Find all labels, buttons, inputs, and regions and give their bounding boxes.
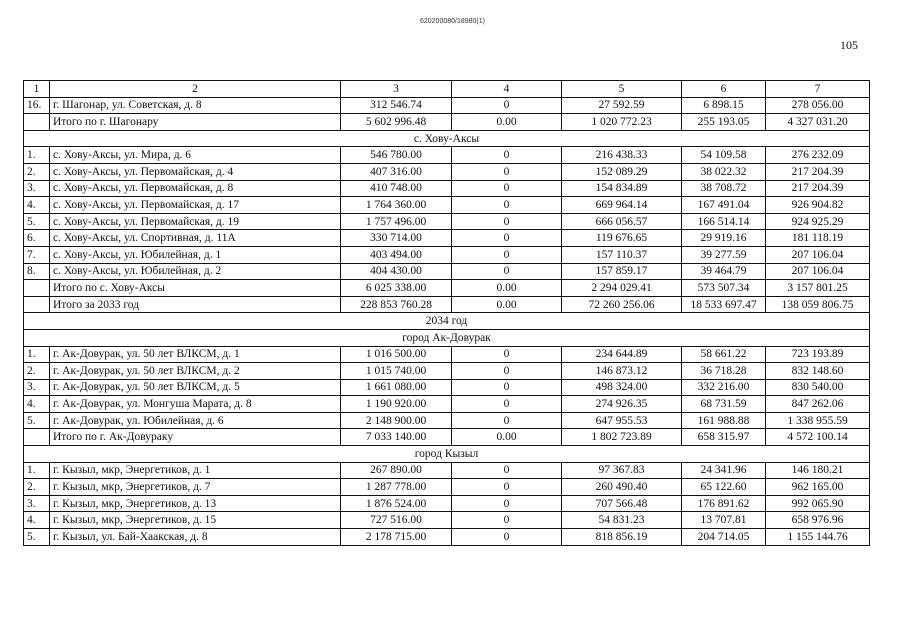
col5-cell: 152 089.29 xyxy=(562,163,682,180)
table-row xyxy=(24,479,870,496)
col5-cell: 157 859.17 xyxy=(562,263,682,280)
column-header: 1 xyxy=(24,81,50,98)
col3-cell: 1 287 778.00 xyxy=(341,479,452,496)
col6-cell: 36 718.28 xyxy=(682,363,766,380)
address-cell: г. Шагонар, ул. Советская, д. 8 xyxy=(50,97,341,114)
table-header-row xyxy=(24,81,870,98)
col4-cell: 0 xyxy=(452,379,562,396)
table-row xyxy=(24,346,870,363)
col5-cell: 97 367.83 xyxy=(562,462,682,479)
row-number-cell: 2. xyxy=(24,363,50,380)
col6-cell: 39 464.79 xyxy=(682,263,766,280)
address-cell: г. Кызыл, мкр, Энергетиков, д. 13 xyxy=(50,495,341,512)
table-row xyxy=(24,213,870,230)
col6-cell: 332 216.00 xyxy=(682,379,766,396)
col6-cell: 38 708.72 xyxy=(682,180,766,197)
address-cell: с. Хову-Аксы, ул. Первомайская, д. 19 xyxy=(50,213,341,230)
column-header: 6 xyxy=(682,81,766,98)
col4-cell: 0.00 xyxy=(452,114,562,131)
col5-cell: 666 056.57 xyxy=(562,213,682,230)
col5-cell: 647 955.53 xyxy=(562,412,682,429)
page-number: 105 xyxy=(840,38,858,52)
col5-cell: 27 592.59 xyxy=(562,97,682,114)
address-cell: с. Хову-Аксы, ул. Первомайская, д. 17 xyxy=(50,197,341,214)
table-row xyxy=(24,263,870,280)
row-number-cell: 3. xyxy=(24,379,50,396)
row-number-cell: 5. xyxy=(24,213,50,230)
col4-cell: 0 xyxy=(452,346,562,363)
table-row xyxy=(24,97,870,114)
address-cell: с. Хову-Аксы, ул. Первомайская, д. 8 xyxy=(50,180,341,197)
row-number-cell: 1. xyxy=(24,147,50,164)
col4-cell: 0 xyxy=(452,495,562,512)
address-cell: г. Ак-Довурак, ул. 50 лет ВЛКСМ, д. 2 xyxy=(50,363,341,380)
table-row xyxy=(24,180,870,197)
row-number-cell: 4. xyxy=(24,512,50,529)
row-number-cell: 5. xyxy=(24,412,50,429)
col6-cell: 6 898.15 xyxy=(682,97,766,114)
table-row xyxy=(24,412,870,429)
table-row xyxy=(24,246,870,263)
col3-cell: 5 602 996.48 xyxy=(341,114,452,131)
col3-cell: 267 890.00 xyxy=(341,462,452,479)
document-id: 620200080/18980(1) xyxy=(419,18,485,25)
address-cell: Итого по с. Хову-Аксы xyxy=(50,280,341,297)
col3-cell: 1 757 496.00 xyxy=(341,213,452,230)
row-number-cell: 3. xyxy=(24,180,50,197)
col3-cell: 1 764 360.00 xyxy=(341,197,452,214)
row-number-cell: 3. xyxy=(24,495,50,512)
col4-cell: 0 xyxy=(452,163,562,180)
col3-cell: 330 714.00 xyxy=(341,230,452,247)
col4-cell: 0 xyxy=(452,529,562,546)
address-cell: Итого по г. Шагонару xyxy=(50,114,341,131)
col3-cell: 404 430.00 xyxy=(341,263,452,280)
col5-cell: 54 831.23 xyxy=(562,512,682,529)
table-row xyxy=(24,197,870,214)
col6-cell: 166 514.14 xyxy=(682,213,766,230)
table-row xyxy=(24,512,870,529)
column-header: 7 xyxy=(766,81,870,98)
row-number-cell xyxy=(24,114,50,131)
address-cell: Итого по г. Ак-Довураку xyxy=(50,429,341,446)
table-row xyxy=(24,529,870,546)
column-header: 4 xyxy=(452,81,562,98)
col5-cell: 157 110.37 xyxy=(562,246,682,263)
col3-cell: 2 148 900.00 xyxy=(341,412,452,429)
total-row xyxy=(24,114,870,131)
col4-cell: 0 xyxy=(452,213,562,230)
address-cell: г. Ак-Довурак, ул. 50 лет ВЛКСМ, д. 1 xyxy=(50,346,341,363)
col3-cell: 403 494.00 xyxy=(341,246,452,263)
address-cell: с. Хову-Аксы, ул. Юбилейная, д. 1 xyxy=(50,246,341,263)
col5-cell: 669 964.14 xyxy=(562,197,682,214)
col6-cell: 658 315.97 xyxy=(682,429,766,446)
col7-cell: 926 904.82 xyxy=(766,197,870,214)
col5-cell: 72 260 256.06 xyxy=(562,296,682,313)
table-row xyxy=(24,147,870,164)
col7-cell: 924 925.29 xyxy=(766,213,870,230)
col3-cell: 6 025 338.00 xyxy=(341,280,452,297)
col5-cell: 818 856.19 xyxy=(562,529,682,546)
row-number-cell xyxy=(24,429,50,446)
col6-cell: 176 891.62 xyxy=(682,495,766,512)
col4-cell: 0 xyxy=(452,230,562,247)
col5-cell: 1 020 772.23 xyxy=(562,114,682,131)
row-number-cell: 1. xyxy=(24,346,50,363)
col6-cell: 54 109.58 xyxy=(682,147,766,164)
col6-cell: 38 022.32 xyxy=(682,163,766,180)
col4-cell: 0 xyxy=(452,512,562,529)
row-number-cell: 16. xyxy=(24,97,50,114)
col5-cell: 498 324.00 xyxy=(562,379,682,396)
col7-cell: 276 232.09 xyxy=(766,147,870,164)
table-row xyxy=(24,379,870,396)
row-number-cell: 6. xyxy=(24,230,50,247)
col4-cell: 0 xyxy=(452,462,562,479)
section-header-row xyxy=(24,329,870,346)
col7-cell: 4 327 031.20 xyxy=(766,114,870,131)
col3-cell: 1 015 740.00 xyxy=(341,363,452,380)
col4-cell: 0 xyxy=(452,412,562,429)
col7-cell: 181 118.19 xyxy=(766,230,870,247)
table-row xyxy=(24,462,870,479)
col7-cell: 217 204.39 xyxy=(766,180,870,197)
col3-cell: 228 853 760.28 xyxy=(341,296,452,313)
col3-cell: 1 016 500.00 xyxy=(341,346,452,363)
row-number-cell: 4. xyxy=(24,396,50,413)
col5-cell: 234 644.89 xyxy=(562,346,682,363)
row-number-cell xyxy=(24,296,50,313)
address-cell: г. Кызыл, ул. Бай-Хаакская, д. 8 xyxy=(50,529,341,546)
row-number-cell: 7. xyxy=(24,246,50,263)
col7-cell: 4 572 100.14 xyxy=(766,429,870,446)
col7-cell: 138 059 806.75 xyxy=(766,296,870,313)
col3-cell: 546 780.00 xyxy=(341,147,452,164)
row-number-cell: 2. xyxy=(24,163,50,180)
section-title: город Ак-Довурак xyxy=(24,329,870,346)
col6-cell: 39 277.59 xyxy=(682,246,766,263)
col5-cell: 274 926.35 xyxy=(562,396,682,413)
section-title: 2034 год xyxy=(24,313,870,330)
address-cell: г. Ак-Довурак, ул. 50 лет ВЛКСМ, д. 5 xyxy=(50,379,341,396)
column-header: 3 xyxy=(341,81,452,98)
col4-cell: 0 xyxy=(452,396,562,413)
col7-cell: 1 338 955.59 xyxy=(766,412,870,429)
register-table xyxy=(23,80,870,546)
col3-cell: 407 316.00 xyxy=(341,163,452,180)
col4-cell: 0.00 xyxy=(452,429,562,446)
row-number-cell xyxy=(24,280,50,297)
address-cell: Итого за 2033 год xyxy=(50,296,341,313)
column-header: 2 xyxy=(50,81,341,98)
col7-cell: 207 106.04 xyxy=(766,263,870,280)
total-row xyxy=(24,280,870,297)
col7-cell: 278 056.00 xyxy=(766,97,870,114)
address-cell: г. Кызыл, мкр, Энергетиков, д. 15 xyxy=(50,512,341,529)
table-row xyxy=(24,363,870,380)
col7-cell: 830 540.00 xyxy=(766,379,870,396)
col7-cell: 207 106.04 xyxy=(766,246,870,263)
col4-cell: 0 xyxy=(452,263,562,280)
col3-cell: 2 178 715.00 xyxy=(341,529,452,546)
col3-cell: 1 190 920.00 xyxy=(341,396,452,413)
col3-cell: 410 748.00 xyxy=(341,180,452,197)
col6-cell: 255 193.05 xyxy=(682,114,766,131)
col4-cell: 0 xyxy=(452,363,562,380)
address-cell: г. Ак-Довурак, ул. Монгуша Марата, д. 8 xyxy=(50,396,341,413)
address-cell: г. Ак-Довурак, ул. Юбилейная, д. 6 xyxy=(50,412,341,429)
col7-cell: 146 180.21 xyxy=(766,462,870,479)
total-row xyxy=(24,429,870,446)
row-number-cell: 2. xyxy=(24,479,50,496)
col6-cell: 29 919.16 xyxy=(682,230,766,247)
col4-cell: 0 xyxy=(452,479,562,496)
col7-cell: 723 193.89 xyxy=(766,346,870,363)
table-row xyxy=(24,163,870,180)
col6-cell: 58 661.22 xyxy=(682,346,766,363)
row-number-cell: 4. xyxy=(24,197,50,214)
col6-cell: 68 731.59 xyxy=(682,396,766,413)
row-number-cell: 8. xyxy=(24,263,50,280)
col4-cell: 0 xyxy=(452,147,562,164)
col7-cell: 1 155 144.76 xyxy=(766,529,870,546)
table-row xyxy=(24,495,870,512)
row-number-cell: 1. xyxy=(24,462,50,479)
col5-cell: 216 438.33 xyxy=(562,147,682,164)
section-header-row xyxy=(24,130,870,147)
address-cell: с. Хову-Аксы, ул. Мира, д. 6 xyxy=(50,147,341,164)
table-row xyxy=(24,230,870,247)
section-header-row xyxy=(24,313,870,330)
col6-cell: 204 714.05 xyxy=(682,529,766,546)
col5-cell: 119 676.65 xyxy=(562,230,682,247)
col6-cell: 167 491.04 xyxy=(682,197,766,214)
col4-cell: 0 xyxy=(452,180,562,197)
col6-cell: 24 341.96 xyxy=(682,462,766,479)
section-title: город Кызыл xyxy=(24,446,870,463)
col7-cell: 658 976.96 xyxy=(766,512,870,529)
col7-cell: 832 148.60 xyxy=(766,363,870,380)
address-cell: с. Хову-Аксы, ул. Первомайская, д. 4 xyxy=(50,163,341,180)
col6-cell: 161 988.88 xyxy=(682,412,766,429)
address-cell: с. Хову-Аксы, ул. Юбилейная, д. 2 xyxy=(50,263,341,280)
column-header: 5 xyxy=(562,81,682,98)
address-cell: с. Хову-Аксы, ул. Спортивная, д. 11А xyxy=(50,230,341,247)
total-row xyxy=(24,296,870,313)
col6-cell: 573 507.34 xyxy=(682,280,766,297)
col3-cell: 1 876 524.00 xyxy=(341,495,452,512)
col5-cell: 154 834.89 xyxy=(562,180,682,197)
col5-cell: 1 802 723.89 xyxy=(562,429,682,446)
col4-cell: 0 xyxy=(452,197,562,214)
col7-cell: 962 165.00 xyxy=(766,479,870,496)
col3-cell: 312 546.74 xyxy=(341,97,452,114)
col6-cell: 13 707.81 xyxy=(682,512,766,529)
section-header-row xyxy=(24,446,870,463)
col7-cell: 992 065.90 xyxy=(766,495,870,512)
col7-cell: 3 157 801.25 xyxy=(766,280,870,297)
col5-cell: 146 873.12 xyxy=(562,363,682,380)
col5-cell: 707 566.48 xyxy=(562,495,682,512)
row-number-cell: 5. xyxy=(24,529,50,546)
col7-cell: 847 262.06 xyxy=(766,396,870,413)
address-cell: г. Кызыл, мкр, Энергетиков, д. 7 xyxy=(50,479,341,496)
col6-cell: 18 533 697.47 xyxy=(682,296,766,313)
col4-cell: 0 xyxy=(452,246,562,263)
col6-cell: 65 122.60 xyxy=(682,479,766,496)
col4-cell: 0 xyxy=(452,97,562,114)
col7-cell: 217 204.39 xyxy=(766,163,870,180)
table-row xyxy=(24,396,870,413)
col3-cell: 1 661 080.00 xyxy=(341,379,452,396)
col5-cell: 2 294 029.41 xyxy=(562,280,682,297)
col4-cell: 0.00 xyxy=(452,296,562,313)
col3-cell: 7 033 140.00 xyxy=(341,429,452,446)
address-cell: г. Кызыл, мкр, Энергетиков, д. 1 xyxy=(50,462,341,479)
col5-cell: 260 490.40 xyxy=(562,479,682,496)
section-title: с. Хову-Аксы xyxy=(24,130,870,147)
col4-cell: 0.00 xyxy=(452,280,562,297)
col3-cell: 727 516.00 xyxy=(341,512,452,529)
